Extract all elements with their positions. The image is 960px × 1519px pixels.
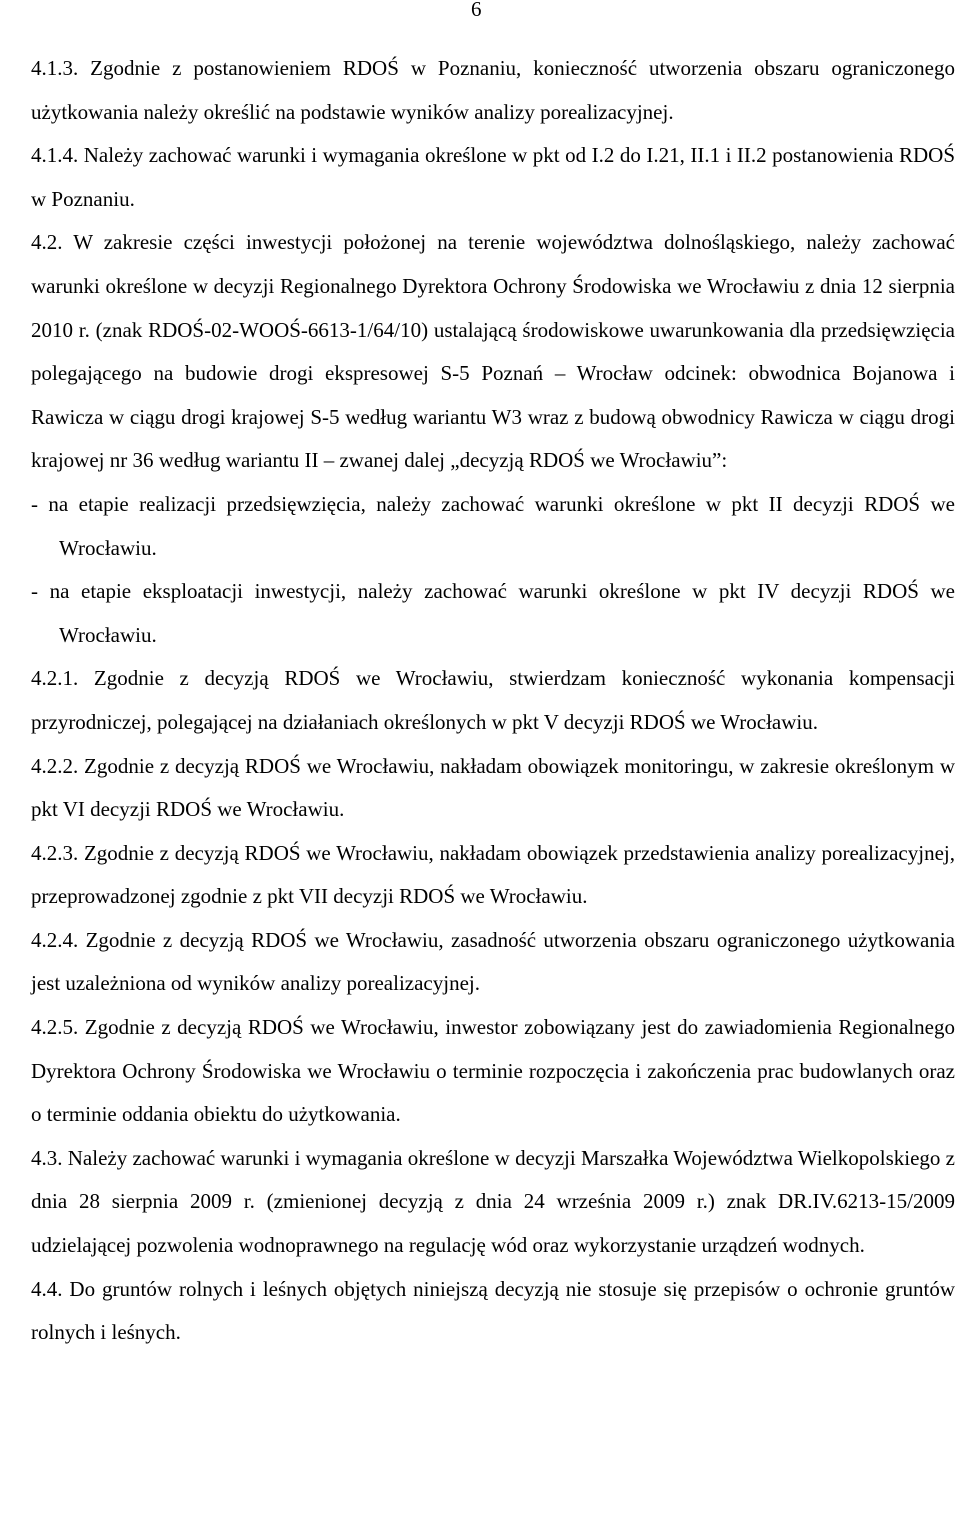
document-body [31,47,955,1355]
paragraph-4-2-4: 4.2.4. Zgodnie z decyzją RDOŚ we Wrocławiu, zasadność utworzenia obszaru ograniczonego użytkowania jest uzależniona od wyników analizy porealizacyjnej. [31,927,955,996]
bullet-realizacja: - na etapie realizacji przedsięwzięcia, należy zachować warunki określone w pkt II decyzji RDOŚ we Wrocławiu. [31,491,955,560]
bullet-eksploatacja: - na etapie eksploatacji inwestycji, należy zachować warunki określone w pkt IV decyzji RDOŚ we Wrocławiu. [31,579,955,647]
paragraph-4-3: 4.3. Należy zachować warunki i wymagania określone w decyzji Marszałka Województwa Wielkopolskiego z dnia 28 sierpnia 2009 r. (zmienionej decyzją z dnia 24 września 2009 r.) znak DR.IV.6213-15/2009 udzielającej pozwolenia wodnoprawnego na regulację wód oraz wykorzystanie urządzeń wodnych. [31,1145,955,1258]
paragraph-4-1-3: 4.1.3. Zgodnie z postanowieniem RDOŚ w Poznaniu, konieczność utworzenia obszaru ograniczonego użytkowania należy określić na podstawie wyników analizy porealizacyjnej. [31,56,955,124]
paragraph-4-2-1: 4.2.1. Zgodnie z decyzją RDOŚ we Wrocławiu, stwierdzam konieczność wykonania kompensacji przyrodniczej, polegającej na działaniach określonych w pkt V decyzji RDOŚ we Wrocławiu. [31,666,955,734]
paragraph-4-1-4: 4.1.4. Należy zachować warunki i wymagania określone w pkt od I.2 do I.21, II.1 i II.2 postanowienia RDOŚ w Poznaniu. [31,143,955,211]
paragraph-4-2-2: 4.2.2. Zgodnie z decyzją RDOŚ we Wrocławiu, nakładam obowiązek monitoringu, w zakresie określonym w pkt VI decyzji RDOŚ we Wrocławiu. [31,753,955,822]
page-number: 6 [471,0,482,21]
paragraph-4-4: 4.4. Do gruntów rolnych i leśnych objętych niniejszą decyzją nie stosuje się przepisów o ochronie gruntów rolnych i leśnych. [31,1276,955,1345]
paragraph-4-2-3: 4.2.3. Zgodnie z decyzją RDOŚ we Wrocławiu, nakładam obowiązek przedstawienia analizy porealizacyjnej, przeprowadzonej zgodnie z pkt VII decyzji RDOŚ we Wrocławiu. [31,840,955,909]
paragraph-4-2: 4.2. W zakresie części inwestycji położonej na terenie województwa dolnośląskiego, należy zachować warunki określone w decyzji Regionalnego Dyrektora Ochrony Środowiska we Wrocławiu z dnia 12 sierpnia 2010 r. (znak RDOŚ-02-WOOŚ-6613-1/64/10) ustalającą środowiskowe uwarunkowania dla przedsięwzięcia polegającego na budowie drogi ekspresowej S-5 Poznań – Wrocław odcinek: obwodnica Bojanowa i Rawicza w ciągu drogi krajowej S-5 według wariantu W3 wraz z budową obwodnicy Rawicza w ciągu drogi krajowej nr 36 według wariantu II – zwanej dalej „decyzją RDOŚ we Wrocławiu”: [31,230,955,473]
paragraph-4-2-5: 4.2.5. Zgodnie z decyzją RDOŚ we Wrocławiu, inwestor zobowiązany jest do zawiadomienia Regionalnego Dyrektora Ochrony Środowiska we Wrocławiu o terminie rozpoczęcia i zakończenia prac budowlanych oraz o terminie oddania obiektu do użytkowania. [31,1015,955,1127]
